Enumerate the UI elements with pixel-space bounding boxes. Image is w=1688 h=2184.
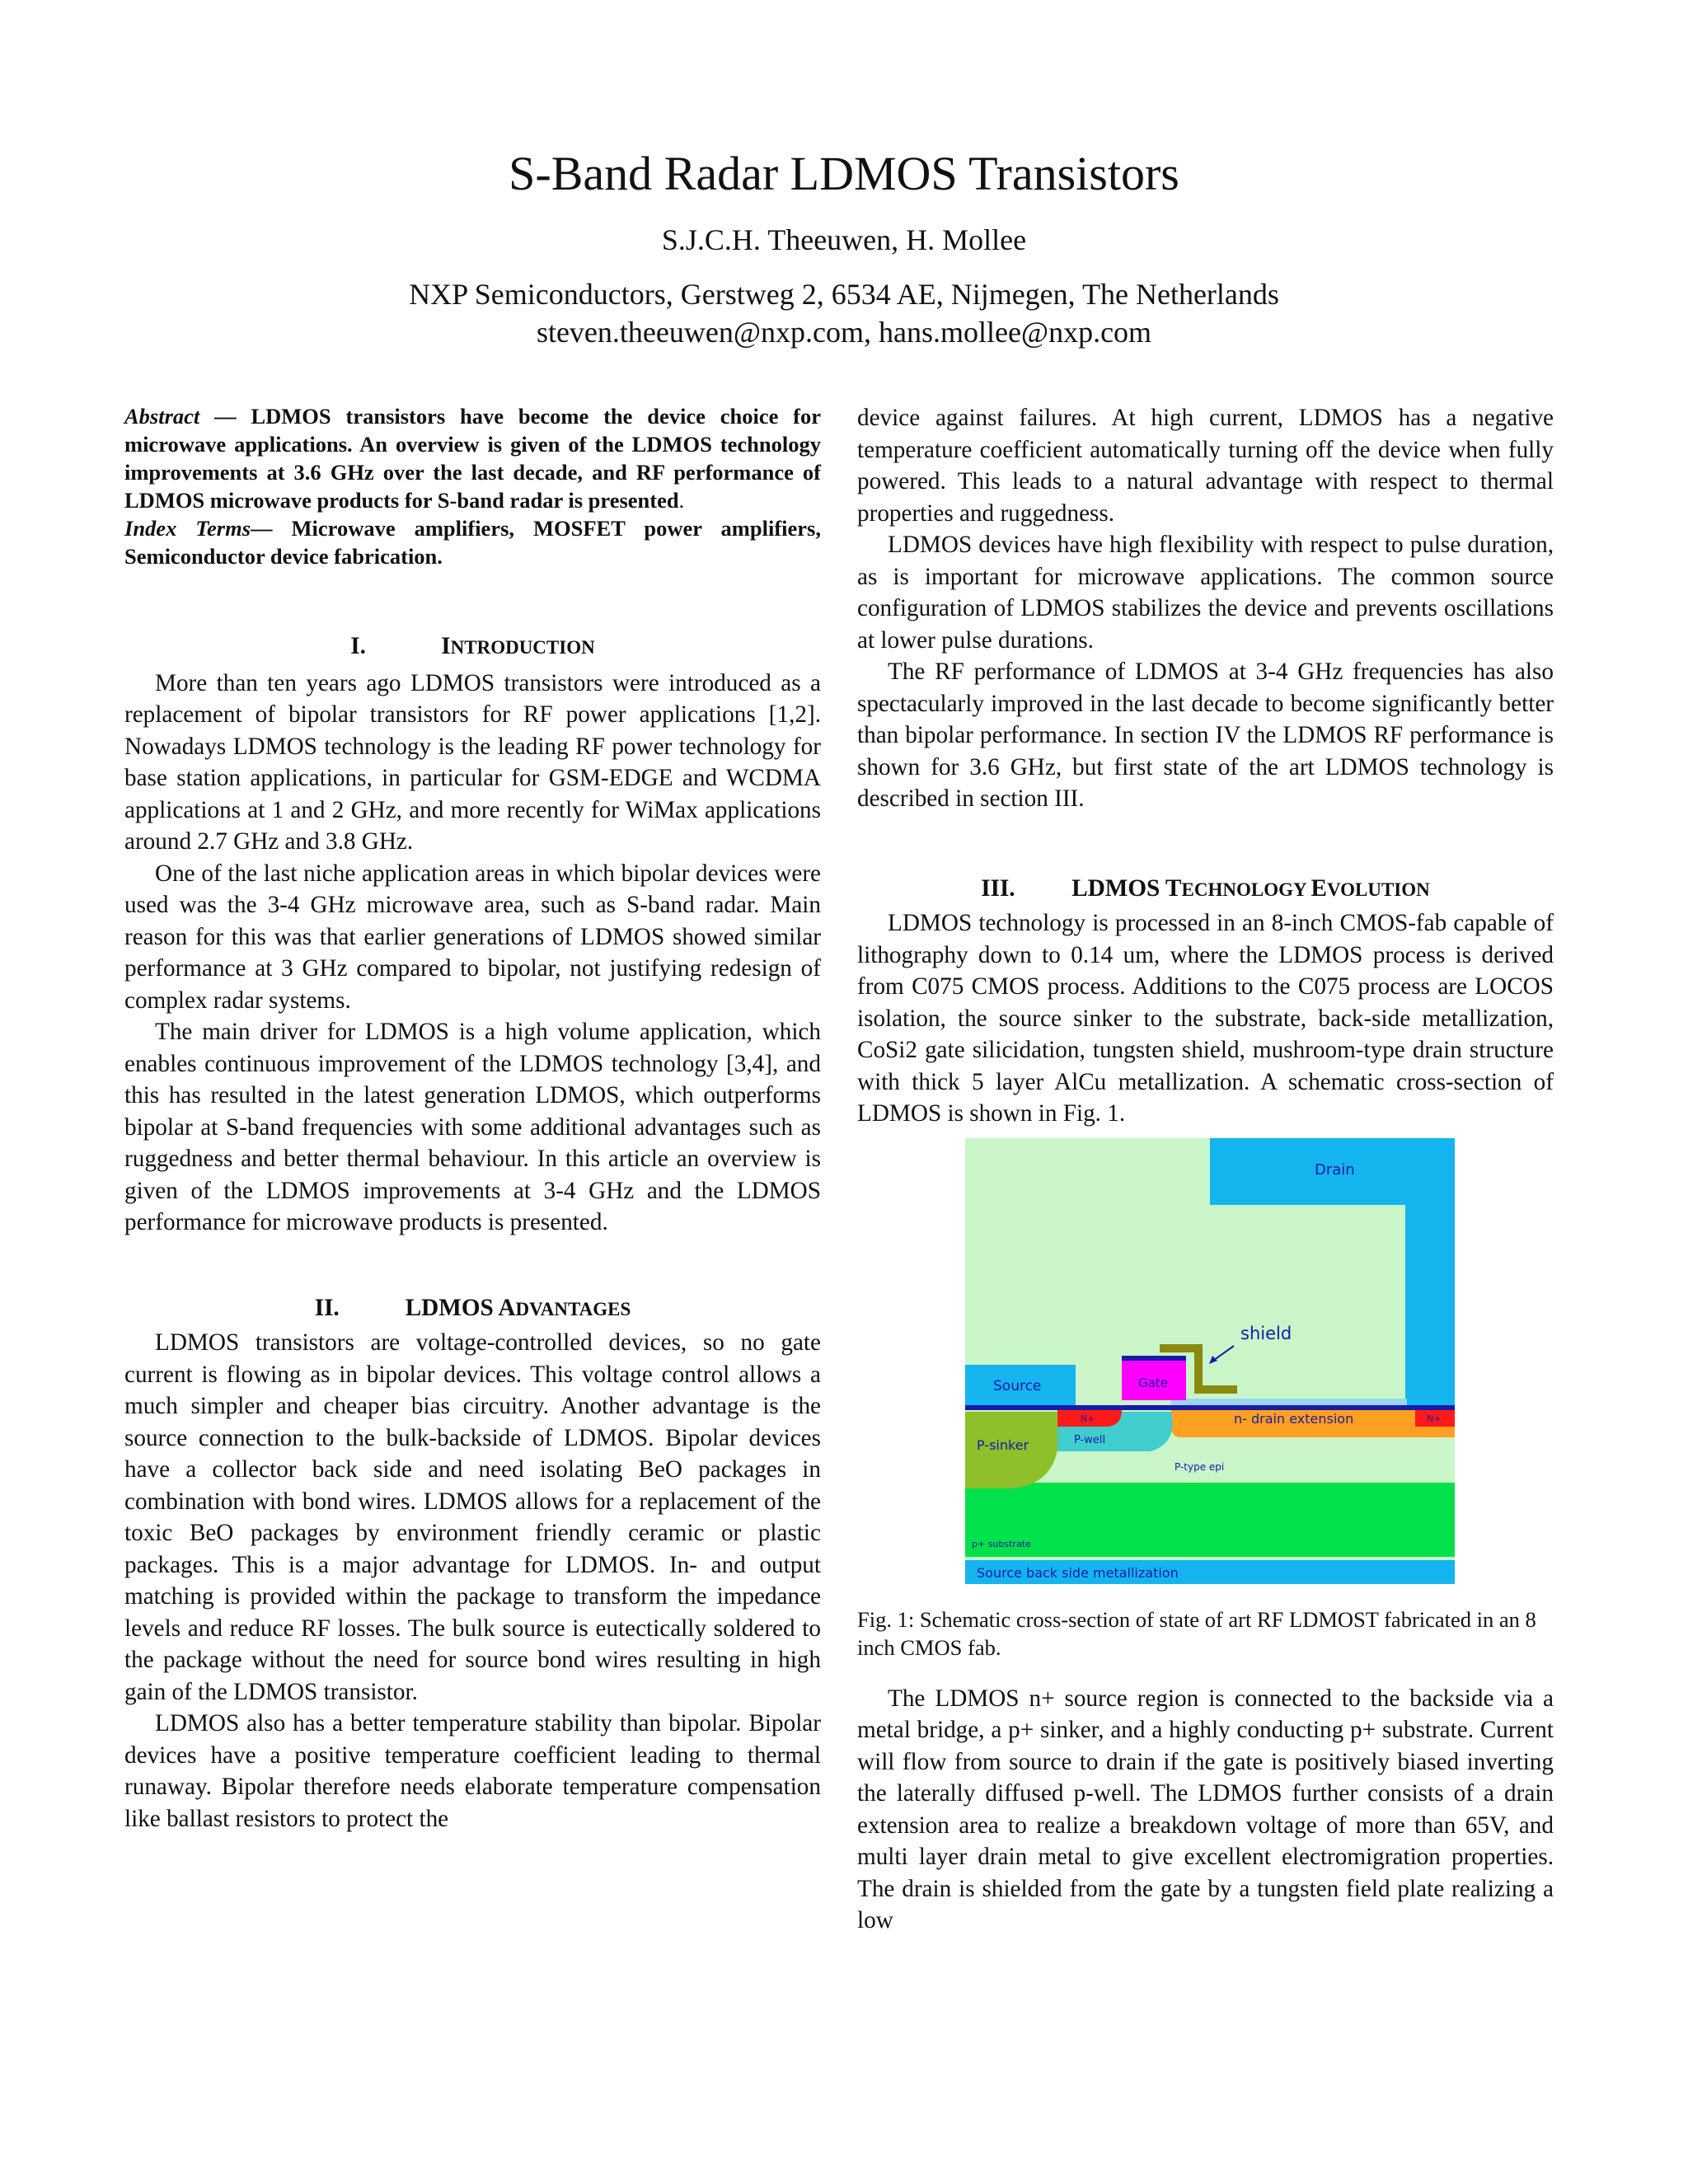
- backside-metallization-label: Source back side metallization: [977, 1564, 1179, 1581]
- section-number: I.: [350, 633, 366, 659]
- p-plus-substrate: [965, 1483, 1455, 1557]
- ldmos-cross-section-diagram: [965, 1138, 1455, 1584]
- section-title-initial: I: [441, 633, 451, 659]
- gate-label: Gate: [1138, 1375, 1168, 1390]
- drain-metal-column: [1405, 1205, 1455, 1413]
- abstract-label: Abstract: [124, 404, 200, 429]
- paragraph: LDMOS transistors are voltage-controlled devices, so no gate current is flowing as in bipolar devices. This voltage control allows a much simpler and cheaper bias circuitry. Another advantage is the source connection to the bulk-backside of LDMOS. Bipolar devices have a collector back side and need isolating BeO packages in combination with bond wires. LDMOS allows for a replacement of the toxic BeO packages by environment friendly ceramic or plastic packages. This is a major advantage for LDMOS. In- and output matching is provided within the package to transform the impedance levels and reduce RF losses. The bulk source is eutectically soldered to the package without the need for source bond wires resulting in high gain of the LDMOS transistor.: [124, 1329, 821, 1705]
- shield-label: shield: [1240, 1323, 1292, 1343]
- section-title-rest: VOLUTION: [1326, 879, 1430, 900]
- section-heading-introduction: [124, 630, 821, 664]
- p-type-epi-label: P-type epi: [1175, 1460, 1225, 1473]
- figure-caption: Fig. 1: Schematic cross-section of state of art RF LDMOST fabricated in an 8 inch CMOS fab.: [857, 1606, 1536, 1660]
- paragraph: One of the last niche application areas in which bipolar devices were used was the 3-4 GHz microwave area, such as S-band radar. Main reason for this was that earlier generations of LDMOS showed similar performance at 3 GHz compared to bipolar, not justifying redesign of complex radar systems.: [124, 860, 821, 1014]
- gate-oxide-line: [965, 1405, 1455, 1410]
- source-label: Source: [993, 1377, 1042, 1394]
- paragraph: The RF performance of LDMOS at 3-4 GHz frequencies has also spectacularly improved in the last decade to become significantly better than bipolar performance. In section IV the LDMOS RF performance is shown for 3.6 GHz, but first state of the art LDMOS technology is described in section III.: [857, 658, 1554, 812]
- paragraph: LDMOS devices have high flexibility with respect to pulse duration, as is important for microwave applications. The common source configuration of LDMOS stabilizes the device and prevents oscillations at lower pulse durations.: [857, 532, 1554, 654]
- paragraph: More than ten years ago LDMOS transistors were introduced as a replacement of bipolar transistors for RF power applications [1,2]. Nowadays LDMOS technology is the leading RF power technology for base station applications, in particular for GSM-EDGE and WCDMA applications at 1 and 2 GHz, and more recently for WiMax applications around 2.7 GHz and 3.8 GHz.: [124, 669, 821, 855]
- section-title-initial: LDMOS A: [405, 1294, 516, 1321]
- right-column: [857, 402, 1554, 1937]
- left-column: [124, 402, 821, 1835]
- paragraph: LDMOS also has a better temperature stability than bipolar. Bipolar devices have a positive temperature coefficient leading to thermal runaway. Bipolar therefore needs elaborate temperature compensation like ballast resistors to protect the: [124, 1710, 821, 1832]
- paragraph: device against failures. At high current, LDMOS has a negative temperature coefficient automatically turning off the device when fully powered. This leads to a natural advantage with respect to thermal properties and ruggedness.: [857, 405, 1554, 527]
- section-number: II.: [314, 1294, 340, 1321]
- paragraph: The LDMOS n+ source region is connected to the backside via a metal bridge, a p+ sinker, and a highly conducting p+ substrate. Current will flow from source to drain if the gate is positively biased inverting the laterally diffused p-well. The LDMOS further consists of a drain extension area to realize a breakdown voltage of more than 65V, and multi layer drain metal to give excellent electromigration properties. The drain is shielded from the gate by a tungsten field plate realizing a low: [857, 1685, 1554, 1933]
- abstract: [124, 402, 821, 514]
- index-terms: [124, 514, 821, 570]
- figure-1: [857, 1138, 1554, 1661]
- index-terms-dash: —: [251, 516, 292, 541]
- affiliation-block: [0, 275, 1688, 351]
- n-plus-source-label: N+: [1081, 1413, 1095, 1424]
- paper-authors: S.J.C.H. Theeuwen, H. Mollee: [661, 223, 1027, 256]
- p-substrate-label: p+ substrate: [972, 1538, 1031, 1549]
- index-terms-text: Microwave amplifiers, MOSFET power amplifiers, Semiconductor device fabrication.: [124, 516, 821, 569]
- section-title-initial: LDMOS T: [1071, 874, 1182, 902]
- section-number: III.: [981, 874, 1015, 902]
- section-heading-advantages: [124, 1292, 821, 1326]
- p-sinker-label: P-sinker: [977, 1436, 1029, 1453]
- abstract-text: LDMOS transistors have become the device choice for microwave applications. An overview is given of the LDMOS technology improvements at 3.6 GHz over the last decade, and RF performance of LDMOS microwave products for S-band radar is presented: [124, 404, 822, 513]
- paper-title: S-Band Radar LDMOS Transistors: [509, 147, 1179, 200]
- gate-top-oxide: [1122, 1356, 1186, 1361]
- affiliation: NXP Semiconductors, Gerstweg 2, 6534 AE, Nijmegen, The Netherlands: [409, 278, 1279, 311]
- section-title-rest: DVANTAGES: [515, 1298, 631, 1319]
- paragraph: The main driver for LDMOS is a high volume application, which enables continuous improvement of the LDMOS technology [3,4], and this has resulted in the latest generation LDMOS, which outperforms bipolar at S-band frequencies with some additional advantages such as ruggedness and better thermal behaviour. In this article an overview is given of the LDMOS improvements at 3-4 GHz and the LDMOS performance for microwave products is presented.: [124, 1019, 821, 1235]
- author-emails[interactable]: steven.theeuwen@nxp.com, hans.mollee@nxp.com: [536, 316, 1152, 349]
- section-title-mid: ECHNOLOGY: [1181, 879, 1311, 900]
- oxide-strip: [1171, 1399, 1407, 1405]
- section-title-initial-2: E: [1311, 874, 1327, 902]
- abstract-dash: —: [199, 404, 251, 429]
- paragraph: LDMOS technology is processed in an 8-inch CMOS-fab capable of lithography down to 0.14 um, where the LDMOS process is derived from C075 CMOS process. Additions to the C075 process are LOCOS isolation, the source sinker to the substrate, back-side metallization, CoSi2 gate silicidation, tungsten shield, mushroom-type drain structure with thick 5 layer AlCu metallization. A schematic cross-section of LDMOS is shown in Fig. 1.: [857, 910, 1554, 1127]
- drain-label: Drain: [1315, 1160, 1355, 1179]
- n-drain-extension-label: n- drain extension: [1234, 1410, 1354, 1427]
- index-terms-label: Index Terms: [124, 516, 251, 541]
- n-plus-drain-label: N+: [1427, 1413, 1442, 1424]
- p-well-label: P-well: [1074, 1433, 1106, 1446]
- section-title-rest: NTRODUCTION: [450, 637, 595, 658]
- section-heading-technology: [857, 873, 1554, 907]
- abstract-end: .: [678, 488, 685, 513]
